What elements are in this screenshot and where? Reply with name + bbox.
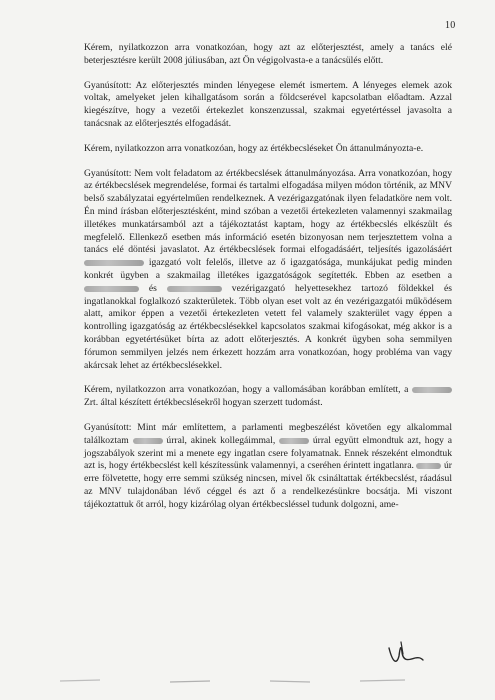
redaction-mark	[84, 286, 139, 292]
page-number: 10	[445, 20, 456, 31]
question-3-part-2: Zrt. által készített értékbecslésekről hogyan szerzett tudomást.	[84, 397, 323, 409]
redaction-mark	[279, 438, 309, 444]
answer-3-part-1: Gyanúsított: Mint már említettem, a parlamenti megbeszélést követően egy alkalommal találkoztam	[84, 421, 452, 446]
redaction-mark	[133, 438, 163, 444]
answer-3-part-2: úrral, akinek kollegáimmal,	[166, 434, 276, 446]
question-paragraph-2: Kérem, nyilatkozzon arra vonatkozóan, hogy az értékbecsléseket Ön áttanulmányozta-e.	[84, 142, 424, 154]
handwritten-signature	[385, 638, 425, 668]
answer-2-part-2: igazgató volt felelős, illetve az ő igazgatósága, munkájukat pedig minden konkrét ügyben a szakmailag illetékes igazgatóságok segítették. Ebben az esetben a	[84, 257, 453, 281]
answer-3-part-3: úrral együtt elmondtuk azt, hogy a jogszabályok szerint mi a menete egy ingatlan csere folyamatnak. Ennek részeként elmondtuk azt is, hogy értékbecslést kell készítessünk valamennyi, a cseréhen érintett ingatlanra.	[84, 434, 453, 472]
redaction-mark	[84, 260, 144, 266]
question-paragraph-1: Kérem, nyilatkozzon arra vonatkozóan, hogy azt az előterjesztést, amely a tanács elé beterjesztésre került 2008 júliusában, azt Ön végigolvasta-e a tanácsülés előtt.	[84, 42, 452, 66]
answer-paragraph-2	[84, 168, 452, 373]
answer-paragraph-1: Gyanúsított: Az előterjesztés minden lényegese elemét ismertem. A lényeges elemek azok voltak, amelyeket jelen kihallgatásom során a földcserével kapcsolatban előadtam. Azzal kiegészítve, hogy a vezetői értekezlet konszenzussal, szakmai egyetértéssel javasolta a tanácsnak az előterjesztés elfogadását.	[84, 79, 452, 129]
question-paragraph-3	[84, 384, 452, 410]
question-3-part-1: Kérem, nyilatkozzon arra vonatkozóan, hogy a vallomásában korábban említett, a	[84, 384, 409, 396]
redaction-mark	[167, 286, 222, 292]
document-body	[84, 42, 452, 524]
answer-2-part-1: Gyanúsított: Nem volt feladatom az értékbecslések áttanulmányozása. Arra vonatkozóan, hogy az értékbecslések megrendelése, formai és tartalmi elfogadása milyen módon történik, az MNV belső szabályzatai egyértelműen rendelkeznek. A vezérigazgatónak ilyen feladatköre nem volt. Én mind írásban előterjesztésként, mind szóban a vezetői értekezleten valamennyi szakmailag illetékes munkatársamból azt a tájékoztatást kaptam, hogy az értékbecslés elkészült és megfelelő. Ellenkező esetben más információ esetén bizonyosan nem terjesztettem volna a tanács elé döntési javaslatot. Az értékbecslések formai elfogadásáért, teljesítés igazolásáért	[84, 167, 452, 256]
answer-2-part-3: és	[148, 282, 157, 294]
redaction-mark	[412, 387, 452, 393]
answer-3-part-4: úr erre fölvetette, hogy erre semmi szükség nincsen, mivel ők csináltattak értékbecslést, ráadásul az MNV tulajdonában lévő céggel és azt ő a rendelkezésünkre bocsátja. Mi viszont tájékoztattuk őt arról, hogy kizárólag olyan értékbecsléssel tudunk dolgozni, ame-	[84, 460, 452, 510]
answer-paragraph-3	[84, 422, 452, 512]
redaction-mark	[416, 463, 441, 469]
answer-2-part-4: vezérigazgató helyettesekhez tartozó földekkel és ingatlanokkal foglalkozó szakterületek. Több olyan eset volt az én vezérigazgatói működésem alatt, amikor éppen a vezetői értekezleten vetett fel valamely szakterület vagy éppen a kontrolling igazgatóság az értékbecslésekkel kapcsolatos szakmai kifogásokat, még akkor is a korábban egyetértésüket bírta az adott előterjesztés. A konkrét ügyben soha semmilyen fórumon semmilyen jelzés nem érkezett hozzám arra vonatkozóan, hogy probléma van vagy akárcsak lehet az értékbecslésekkel.	[84, 282, 452, 371]
bottom-scan-marks	[60, 676, 440, 686]
